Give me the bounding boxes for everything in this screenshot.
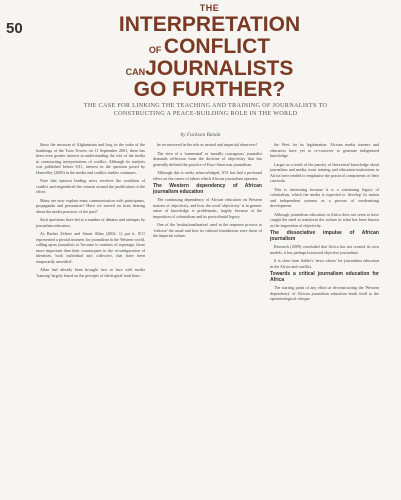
column-1: [36, 142, 145, 281]
paragraph: Many are now explain mass communication with participants, propaganda and persuasion? Have we moved on from hearing about the media practices of the past?: [36, 197, 145, 214]
title-line-go-further: GO FURTHER?: [133, 78, 286, 101]
section-heading: Towards a critical journalism education for Africa: [270, 271, 379, 283]
column-3: [270, 142, 379, 305]
paragraph: The view of a 'nonneutral' or 'morally courageous' journalist demands reflection from the doctrine of objectivity that has generally defined the practice of Euro-American journalism.: [153, 150, 262, 167]
column-2: [153, 142, 262, 242]
paragraph: the West for its legitimation. African media trainers and educators have yet to re-conceive to generate indigenised knowledge.: [270, 142, 379, 158]
paragraph: Research (2009) concluded that Africa has not created its own models, it has perhaps borrowed objective journalism.: [270, 244, 379, 255]
title-of: OF: [148, 45, 162, 55]
section-heading: The dissociative impulse of African journalism: [270, 230, 379, 242]
paragraph: be reconceived in the role as neutral and impartial observers?: [157, 142, 258, 147]
page-number: 50: [6, 20, 23, 37]
article-title: [30, 4, 389, 100]
paragraph: Although journalism education in Africa does not seem to have caught the need to transform the culture in what has been known as the imposition of objectivity.: [270, 211, 379, 228]
paragraph: Such questions have led to a number of debates and attempts by journalism educators.: [36, 217, 145, 228]
title-can: CAN: [125, 67, 146, 77]
title-line-the: THE: [199, 3, 220, 13]
paragraph: One of the 'institutionalisation' used in the response process to 'criticise' the usual and how its cultural foundations were those of the imperial culture.: [153, 222, 262, 238]
paragraph: Allan had already been brought face to face with media 'framing' largely based on the precepts of ideological fault lines.: [36, 267, 145, 278]
title-journalists: JOURNALISTS: [145, 57, 294, 80]
title-line-can-journalists: [30, 58, 389, 79]
title-conflict: CONFLICT: [163, 35, 271, 58]
paragraph: It is clear from Sahler's 'news values' for journalism education in the Africa and conflict.: [270, 258, 379, 269]
paragraph: Since the invasion of Afghanistan and Iraq, in the wake of the bombings of the Twin Towers on 11 September 2001, there has been even greater interest in understanding the role of the media in constructing interpretations of conflict. Although its analysis was published before 9/11, interest in the question posed by Hanvelley (2000) in the media and conflict studies continues.: [36, 142, 145, 175]
article-subtitle: THE CASE FOR LINKING THE TEACHING AND TRAINING OF JOURNALISTS TO CONSTRUCTING A PEACE-BUILDING ROLE IN THE WORLD: [83, 102, 328, 118]
paragraph: The continuing dependency of African education on Western notions of objectivity, and how the word 'objectivity' is in generic sense of knowledge is problematic, largely because of the imposition of colonialism and its postcolonial legacy.: [153, 197, 262, 219]
paragraph: As Barber Zelizer and Stuart Allan (2002: 1) put it, 9/11 represented a pivotal moment for journalism in the Western world, calling upon journalists to 'become to routines of reportage, those more important than their counterparts in the reconfiguration of identities, both individual and collective, that have been temporarily unsettled'.: [36, 231, 145, 264]
paragraph: Larger as a result of the paucity of theoretical knowledge about journalism and media, most training and education institutions in Africa have tended to emphasise the practical components of their curricula.: [270, 161, 379, 183]
title-line-interpretation: INTERPRETATION: [118, 13, 301, 36]
paragraph: The starting point of any effort at deconstructing the 'Western dependency' of African journalism education lends itself to the epistemological critique.: [270, 285, 379, 301]
title-line-of-conflict: [30, 36, 389, 57]
author-byline: by Fackson Banda: [180, 132, 221, 138]
paragraph: Although this is rarely acknowledged, 9/11 has had a profound effect on the career of others which African journalism operates.: [153, 170, 262, 181]
paragraph: This is interesting because it is a continuing legacy of colonialism, which the media is expected to 'develop' its nation and independent systems as a process of modernising development.: [270, 186, 379, 208]
section-heading: The Western dependency of African journalism education: [153, 183, 262, 195]
paragraph: Note that opinion leading news revolves the condition of conflict and engendered the consent around the justification of the effort.: [36, 178, 145, 194]
